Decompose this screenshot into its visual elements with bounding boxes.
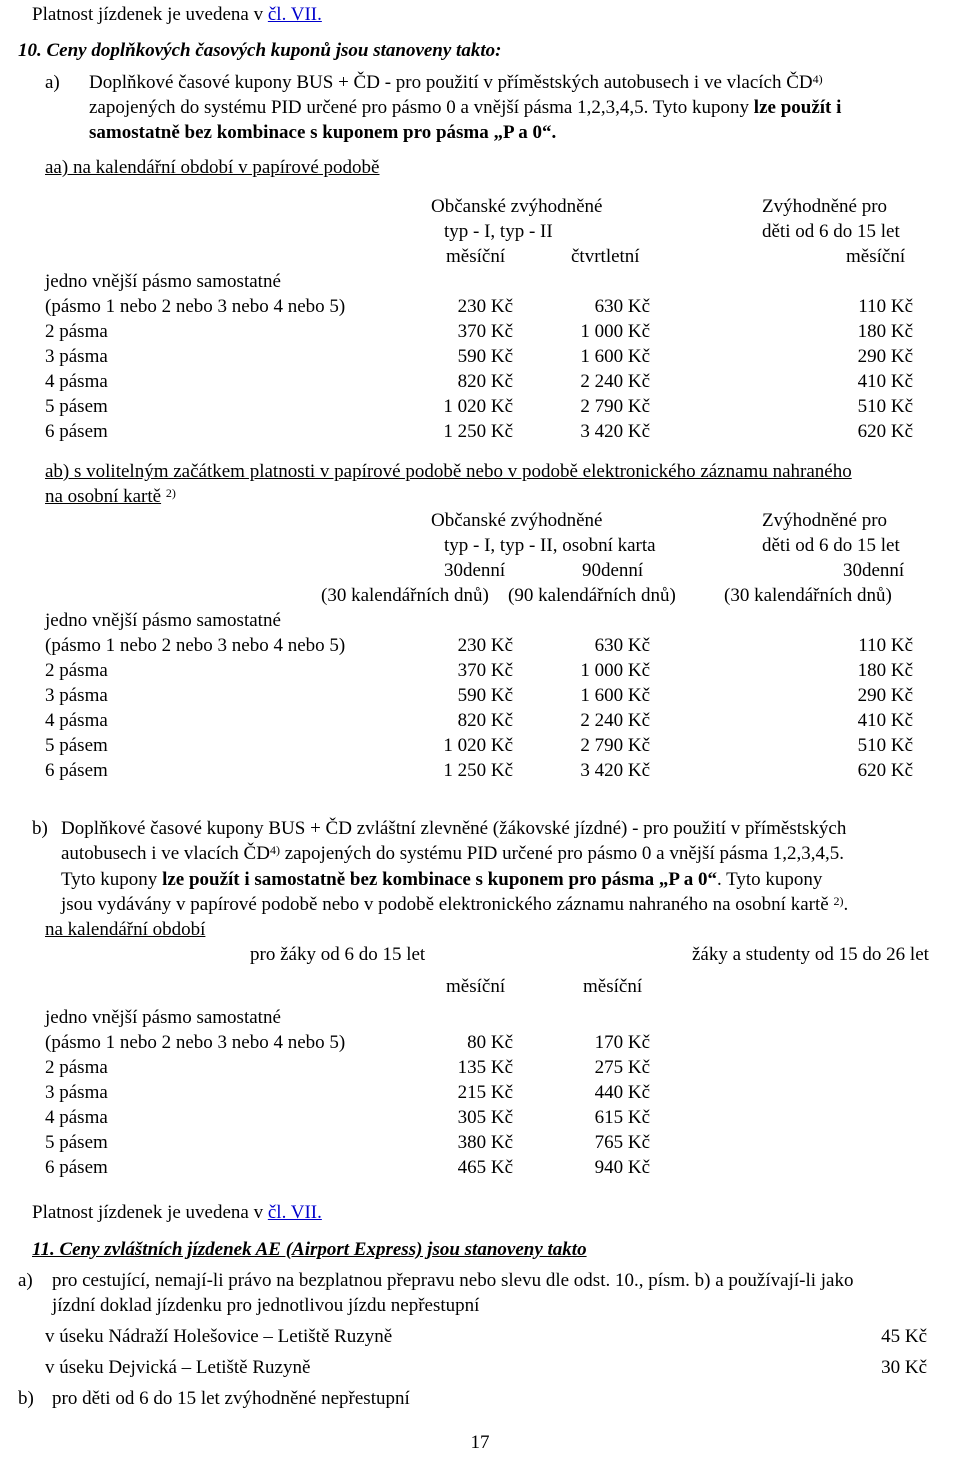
b-period-title: na kalendářní období bbox=[45, 919, 206, 940]
price-civ-quarter: 1 000 Kč bbox=[580, 321, 650, 342]
item-a-text1: Doplňkové časové kupony BUS + ČD - pro použití v příměstských autobusech i ve vlacích ČD bbox=[89, 72, 813, 93]
footnote-ref: 2) bbox=[165, 486, 176, 500]
item-b-text4-end: . bbox=[843, 894, 849, 915]
ab-first-label: jedno vnější pásmo samostatné bbox=[45, 610, 281, 631]
price-civ-month: 1 250 Kč bbox=[443, 421, 513, 442]
zone-label: 3 pásma bbox=[45, 1082, 108, 1103]
price-dejvicka: 30 Kč bbox=[881, 1357, 927, 1378]
ab-head-child: Zvýhodněné pro bbox=[762, 510, 888, 531]
b-first-label: jedno vnější pásmo samostatné bbox=[45, 1007, 281, 1028]
article-vii-link[interactable]: čl. VII. bbox=[267, 4, 322, 25]
item-b-text3: Tyto kupony bbox=[61, 869, 163, 890]
ab-sub-30: (30 kalendářních dnů) bbox=[321, 585, 489, 606]
price-civ-90: 1 600 Kč bbox=[580, 685, 650, 706]
item-a-bold2: lze použít i bbox=[753, 97, 842, 118]
price-pupils: 215 Kč bbox=[457, 1082, 513, 1103]
aa-title: aa) na kalendářní období v papírové podobě bbox=[45, 157, 380, 178]
ab-head-child2: děti od 6 do 15 let bbox=[762, 535, 900, 556]
price-civ-30: 370 Kč bbox=[457, 660, 513, 681]
aa-head-civ2: typ - I, typ - II bbox=[444, 221, 553, 242]
sec11-a-marker: a) bbox=[18, 1270, 33, 1291]
price-child-30: 410 Kč bbox=[857, 710, 913, 731]
item-b-bold3: lze použít i samostatně bez kombinace s kuponem pro pásma „P a 0“ bbox=[162, 869, 717, 890]
price-civ-30: 1 020 Kč bbox=[443, 735, 513, 756]
zone-label: (pásmo 1 nebo 2 nebo 3 nebo 4 nebo 5) bbox=[45, 635, 346, 656]
zone-label: 3 pásma bbox=[45, 346, 108, 367]
route-holesovice: v úseku Nádraží Holešovice – Letiště Ruzyně bbox=[45, 1326, 393, 1347]
zone-label: (pásmo 1 nebo 2 nebo 3 nebo 4 nebo 5) bbox=[45, 1032, 346, 1053]
price-child-30: 510 Kč bbox=[857, 735, 913, 756]
sec11-b-marker: b) bbox=[18, 1388, 34, 1409]
zone-label: 4 pásma bbox=[45, 371, 108, 392]
item-b-text2: autobusech i ve vlacích ČD bbox=[61, 843, 270, 864]
price-child-30: 620 Kč bbox=[857, 760, 913, 781]
item-a-marker: a) bbox=[45, 72, 60, 93]
price-civ-30: 230 Kč bbox=[457, 635, 513, 656]
price-students: 275 Kč bbox=[594, 1057, 650, 1078]
item-b-text4: jsou vydávány v papírové podobě nebo v podobě elektronického záznamu nahraného na osobní kartě bbox=[61, 894, 829, 915]
item-b-line3 bbox=[61, 869, 822, 891]
price-pupils: 80 Kč bbox=[467, 1032, 513, 1053]
price-civ-90: 1 000 Kč bbox=[580, 660, 650, 681]
footnote-ref: 4) bbox=[269, 843, 280, 857]
price-civ-30: 590 Kč bbox=[457, 685, 513, 706]
validity-note-text: Platnost jízdenek je uvedena v bbox=[32, 1202, 268, 1223]
price-civ-90: 2 790 Kč bbox=[580, 735, 650, 756]
sec11-a-line1: pro cestující, nemají-li právo na bezplatnou přepravu nebo slevu dle odst. 10., písm. b) a používají-li jako bbox=[52, 1270, 854, 1291]
price-child-30: 180 Kč bbox=[857, 660, 913, 681]
price-civ-quarter: 2 240 Kč bbox=[580, 371, 650, 392]
price-civ-quarter: 630 Kč bbox=[594, 296, 650, 317]
price-child-30: 290 Kč bbox=[857, 685, 913, 706]
price-civ-90: 2 240 Kč bbox=[580, 710, 650, 731]
zone-label: 2 pásma bbox=[45, 321, 108, 342]
item-b-line4 bbox=[61, 894, 848, 916]
price-students: 440 Kč bbox=[594, 1082, 650, 1103]
item-b-text3-rest: . Tyto kupony bbox=[716, 869, 823, 890]
b-col2: měsíční bbox=[583, 976, 643, 997]
price-child-month: 410 Kč bbox=[857, 371, 913, 392]
zone-label: 5 pásem bbox=[45, 1132, 108, 1153]
aa-head-civ: Občanské zvýhodněné bbox=[431, 196, 603, 217]
price-students: 765 Kč bbox=[594, 1132, 650, 1153]
price-students: 615 Kč bbox=[594, 1107, 650, 1128]
validity-note-top bbox=[32, 4, 322, 26]
price-civ-quarter: 2 790 Kč bbox=[580, 396, 650, 417]
price-civ-quarter: 3 420 Kč bbox=[580, 421, 650, 442]
ab-title-text2: na osobní kartě bbox=[45, 486, 162, 507]
price-civ-month: 1 020 Kč bbox=[443, 396, 513, 417]
zone-label: 6 pásem bbox=[45, 760, 108, 781]
b-head-students: žáky a studenty od 15 do 26 let bbox=[692, 944, 929, 965]
price-civ-30: 820 Kč bbox=[457, 710, 513, 731]
section-11-heading: 11. Ceny zvláštních jízdenek AE (Airport Express) jsou stanoveny takto bbox=[32, 1239, 587, 1260]
price-civ-month: 590 Kč bbox=[457, 346, 513, 367]
article-vii-link[interactable]: čl. VII. bbox=[267, 1202, 322, 1223]
price-civ-quarter: 1 600 Kč bbox=[580, 346, 650, 367]
price-civ-month: 230 Kč bbox=[457, 296, 513, 317]
price-pupils: 465 Kč bbox=[457, 1157, 513, 1178]
ab-head-civ: Občanské zvýhodněné bbox=[431, 510, 603, 531]
zone-label: (pásmo 1 nebo 2 nebo 3 nebo 4 nebo 5) bbox=[45, 296, 346, 317]
price-child-month: 510 Kč bbox=[857, 396, 913, 417]
item-b-text2-rest: zapojených do systému PID určené pro pásmo 0 a vnější pásma 1,2,3,4,5. bbox=[279, 843, 845, 864]
page-number: 17 bbox=[470, 1432, 490, 1453]
zone-label: 6 pásem bbox=[45, 421, 108, 442]
route-dejvicka: v úseku Dejvická – Letiště Ruzyně bbox=[45, 1357, 311, 1378]
footnote-ref: 4) bbox=[812, 72, 823, 86]
zone-label: 5 pásem bbox=[45, 396, 108, 417]
sec11-b-line: pro děti od 6 do 15 let zvýhodněné nepřestupní bbox=[52, 1388, 410, 1409]
b-col1: měsíční bbox=[446, 976, 506, 997]
zone-label: 4 pásma bbox=[45, 710, 108, 731]
price-civ-month: 370 Kč bbox=[457, 321, 513, 342]
zone-label: 6 pásem bbox=[45, 1157, 108, 1178]
ab-title-line1: ab) s volitelným začátkem platnosti v papírové podobě nebo v podobě elektronického záznamu nahraného bbox=[45, 461, 852, 482]
section-10-heading: 10. Ceny doplňkových časových kuponů jsou stanoveny takto: bbox=[18, 40, 502, 61]
zone-label: 4 pásma bbox=[45, 1107, 108, 1128]
item-b-line2 bbox=[61, 843, 844, 865]
zone-label: 5 pásem bbox=[45, 735, 108, 756]
item-b-line1: Doplňkové časové kupony BUS + ČD zvláštní zlevněné (žákovské jízdné) - pro použití v příměstských bbox=[61, 818, 847, 839]
item-a-text2: zapojených do systému PID určené pro pásmo 0 a vnější pásma 1,2,3,4,5. Tyto kupony bbox=[89, 97, 754, 118]
ab-sub-90: (90 kalendářních dnů) bbox=[508, 585, 676, 606]
validity-note-text: Platnost jízdenek je uvedena v bbox=[32, 4, 268, 25]
ab-col-90: 90denní bbox=[582, 560, 644, 581]
aa-head-child2: děti od 6 do 15 let bbox=[762, 221, 900, 242]
ab-title-line2 bbox=[45, 486, 176, 508]
sec11-a-line2: jízdní doklad jízdenku pro jednotlivou jízdu nepřestupní bbox=[52, 1295, 480, 1316]
aa-head-child: Zvýhodněné pro bbox=[762, 196, 888, 217]
ab-sub-child-30: (30 kalendářních dnů) bbox=[724, 585, 892, 606]
ab-col-child-30: 30denní bbox=[843, 560, 905, 581]
price-child-month: 110 Kč bbox=[858, 296, 913, 317]
price-child-month: 290 Kč bbox=[857, 346, 913, 367]
price-child-month: 620 Kč bbox=[857, 421, 913, 442]
footnote-ref: 2) bbox=[833, 894, 844, 908]
ab-col-30: 30denní bbox=[444, 560, 506, 581]
aa-col-quarter: čtvrtletní bbox=[571, 246, 640, 267]
zone-label: 2 pásma bbox=[45, 1057, 108, 1078]
item-a-line2 bbox=[89, 97, 841, 119]
price-civ-month: 820 Kč bbox=[457, 371, 513, 392]
price-civ-30: 1 250 Kč bbox=[443, 760, 513, 781]
item-b-marker: b) bbox=[32, 818, 48, 839]
price-students: 170 Kč bbox=[594, 1032, 650, 1053]
price-civ-90: 3 420 Kč bbox=[580, 760, 650, 781]
price-civ-90: 630 Kč bbox=[594, 635, 650, 656]
price-child-month: 180 Kč bbox=[857, 321, 913, 342]
validity-note-bottom bbox=[32, 1202, 322, 1224]
ab-head-civ2: typ - I, typ - II, osobní karta bbox=[444, 535, 656, 556]
price-pupils: 305 Kč bbox=[457, 1107, 513, 1128]
price-pupils: 380 Kč bbox=[457, 1132, 513, 1153]
zone-label: 3 pásma bbox=[45, 685, 108, 706]
price-holesovice: 45 Kč bbox=[881, 1326, 927, 1347]
price-students: 940 Kč bbox=[594, 1157, 650, 1178]
aa-first-label: jedno vnější pásmo samostatné bbox=[45, 271, 281, 292]
item-a-line1 bbox=[89, 72, 823, 94]
item-a-line3: samostatně bez kombinace s kuponem pro pásma „P a 0“. bbox=[89, 122, 557, 143]
b-head-pupils: pro žáky od 6 do 15 let bbox=[250, 944, 426, 965]
price-pupils: 135 Kč bbox=[457, 1057, 513, 1078]
zone-label: 2 pásma bbox=[45, 660, 108, 681]
aa-col-child-month: měsíční bbox=[846, 246, 906, 267]
aa-col-month: měsíční bbox=[446, 246, 506, 267]
price-child-30: 110 Kč bbox=[858, 635, 913, 656]
